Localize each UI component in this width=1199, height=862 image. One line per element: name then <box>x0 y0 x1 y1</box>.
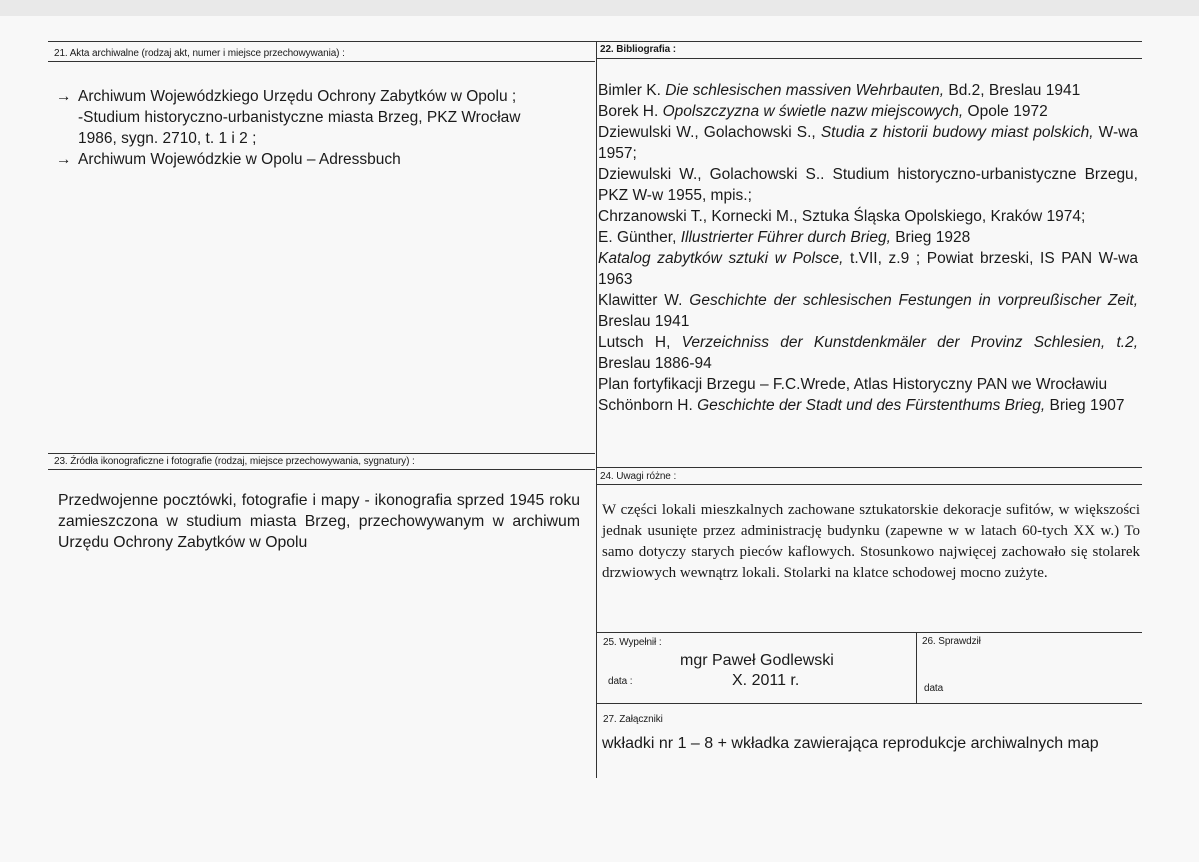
rule-22-label <box>597 58 1142 59</box>
arrow-right-icon: → <box>56 88 72 105</box>
section-23-label: 23. Źródła ikonograficzne i fotografie (rodzaj, miejsce przechowywania, sygnatury) : <box>54 456 415 467</box>
section-26-date-label: data <box>924 683 944 694</box>
rule-24-top <box>597 467 1142 468</box>
arrow-right-icon: → <box>56 151 72 168</box>
filled-by-name: mgr Paweł Godlewski <box>680 652 834 669</box>
attachments-text: wkładki nr 1 – 8 + wkładka zawierająca reprodukcje archiwalnych map <box>602 735 1099 752</box>
bibliography-entry: Plan fortyfikacji Brzegu – F.C.Wrede, Atlas Historyczny PAN we Wrocławiu <box>598 376 1108 393</box>
archive-item: 1986, sygn. 2710, t. 1 i 2 ; <box>78 130 257 147</box>
bibliography-entry: Schönborn H. Geschichte der Stadt und des Fürstenthums Brieg, Brieg 1907 <box>598 397 1125 414</box>
rule-25-top <box>597 632 1142 633</box>
bibliography-entry: E. Günther, Illustrierter Führer durch Brieg, Brieg 1928 <box>598 229 971 246</box>
filled-date: X. 2011 r. <box>732 672 800 689</box>
iconography-text: Przedwojenne pocztówki, fotografie i mapy - ikonografia sprzed 1945 roku zamieszczona w studium miasta Brzeg, przechowywanym w archiwum Urzędu Ochrony Zabytków w Opolu <box>58 492 580 551</box>
rule-21-label <box>48 61 595 62</box>
rule-27-top <box>597 703 1142 704</box>
section-21-label: 21. Akta archiwalne (rodzaj akt, numer i miejsce przechowywania) : <box>54 48 345 59</box>
rule-25-26 <box>916 632 917 703</box>
section-26-label: 26. Sprawdził <box>922 636 981 647</box>
section-22-label: 22. Bibliografia : <box>600 44 676 55</box>
scan-top-edge <box>0 0 1199 16</box>
section-21-content <box>56 86 586 170</box>
bibliography-list <box>598 80 1138 416</box>
bibliography-entry: Klawitter W. Geschichte der schlesischen Festungen in vorpreußischer Zeit, Breslau 1941 <box>598 292 1138 330</box>
archive-item: -Studium historyczno-urbanistyczne miasta Brzeg, PKZ Wrocław <box>78 109 521 126</box>
bibliography-entry: Katalog zabytków sztuki w Polsce, t.VII, z.9 ; Powiat brzeski, IS PAN W-wa 1963 <box>598 250 1138 288</box>
archive-item: → Archiwum Wojewódzkiego Urzędu Ochrony Zabytków w Opolu ; <box>56 88 517 105</box>
bibliography-entry: Chrzanowski T., Kornecki M., Sztuka Śląska Opolskiego, Kraków 1974; <box>598 208 1086 225</box>
rule-23-top <box>48 453 595 454</box>
rule-top <box>48 41 1142 42</box>
bibliography-entry: Dziewulski W., Golachowski S., Studia z historii budowy miast polskich, W-wa 1957; <box>598 124 1138 162</box>
bibliography-entry: Borek H. Opolszczyzna w świetle nazw miejscowych, Opole 1972 <box>598 103 1048 120</box>
rule-24-label <box>597 484 1142 485</box>
archive-item: → Archiwum Wojewódzkie w Opolu – Adressbuch <box>56 151 401 168</box>
remarks-text: W części lokali mieszkalnych zachowane sztukatorskie dekoracje sufitów, w większości jednak usunięte przez administrację budynku (zapewne w w latach 60-tych XX w.) To samo dotyczy starych pieców kaflowych. Stosunkowo najwięcej zachowało się stolarek drzwiowych wewnątrz lokali. Stolarki na klatce schodowej mocno zużyte. <box>602 502 1140 581</box>
bibliography-entry: Lutsch H, Verzeichniss der Kunstdenkmäler der Provinz Schlesien, t.2, Breslau 1886-94 <box>598 334 1138 372</box>
bibliography-entry: Dziewulski W., Golachowski S.. Studium historyczno-urbanistyczne Brzegu, PKZ W-w 1955, mpis.; <box>598 166 1138 204</box>
rule-23-label <box>48 469 595 470</box>
section-24-label: 24. Uwagi różne : <box>600 471 677 482</box>
bibliography-entry: Bimler K. Die schlesischen massiven Wehrbauten, Bd.2, Breslau 1941 <box>598 82 1081 99</box>
rule-center <box>596 41 597 778</box>
section-25-date-label: data : <box>608 676 633 687</box>
section-25-label: 25. Wypełnił : <box>603 637 662 648</box>
section-27-label: 27. Załączniki <box>603 714 663 725</box>
